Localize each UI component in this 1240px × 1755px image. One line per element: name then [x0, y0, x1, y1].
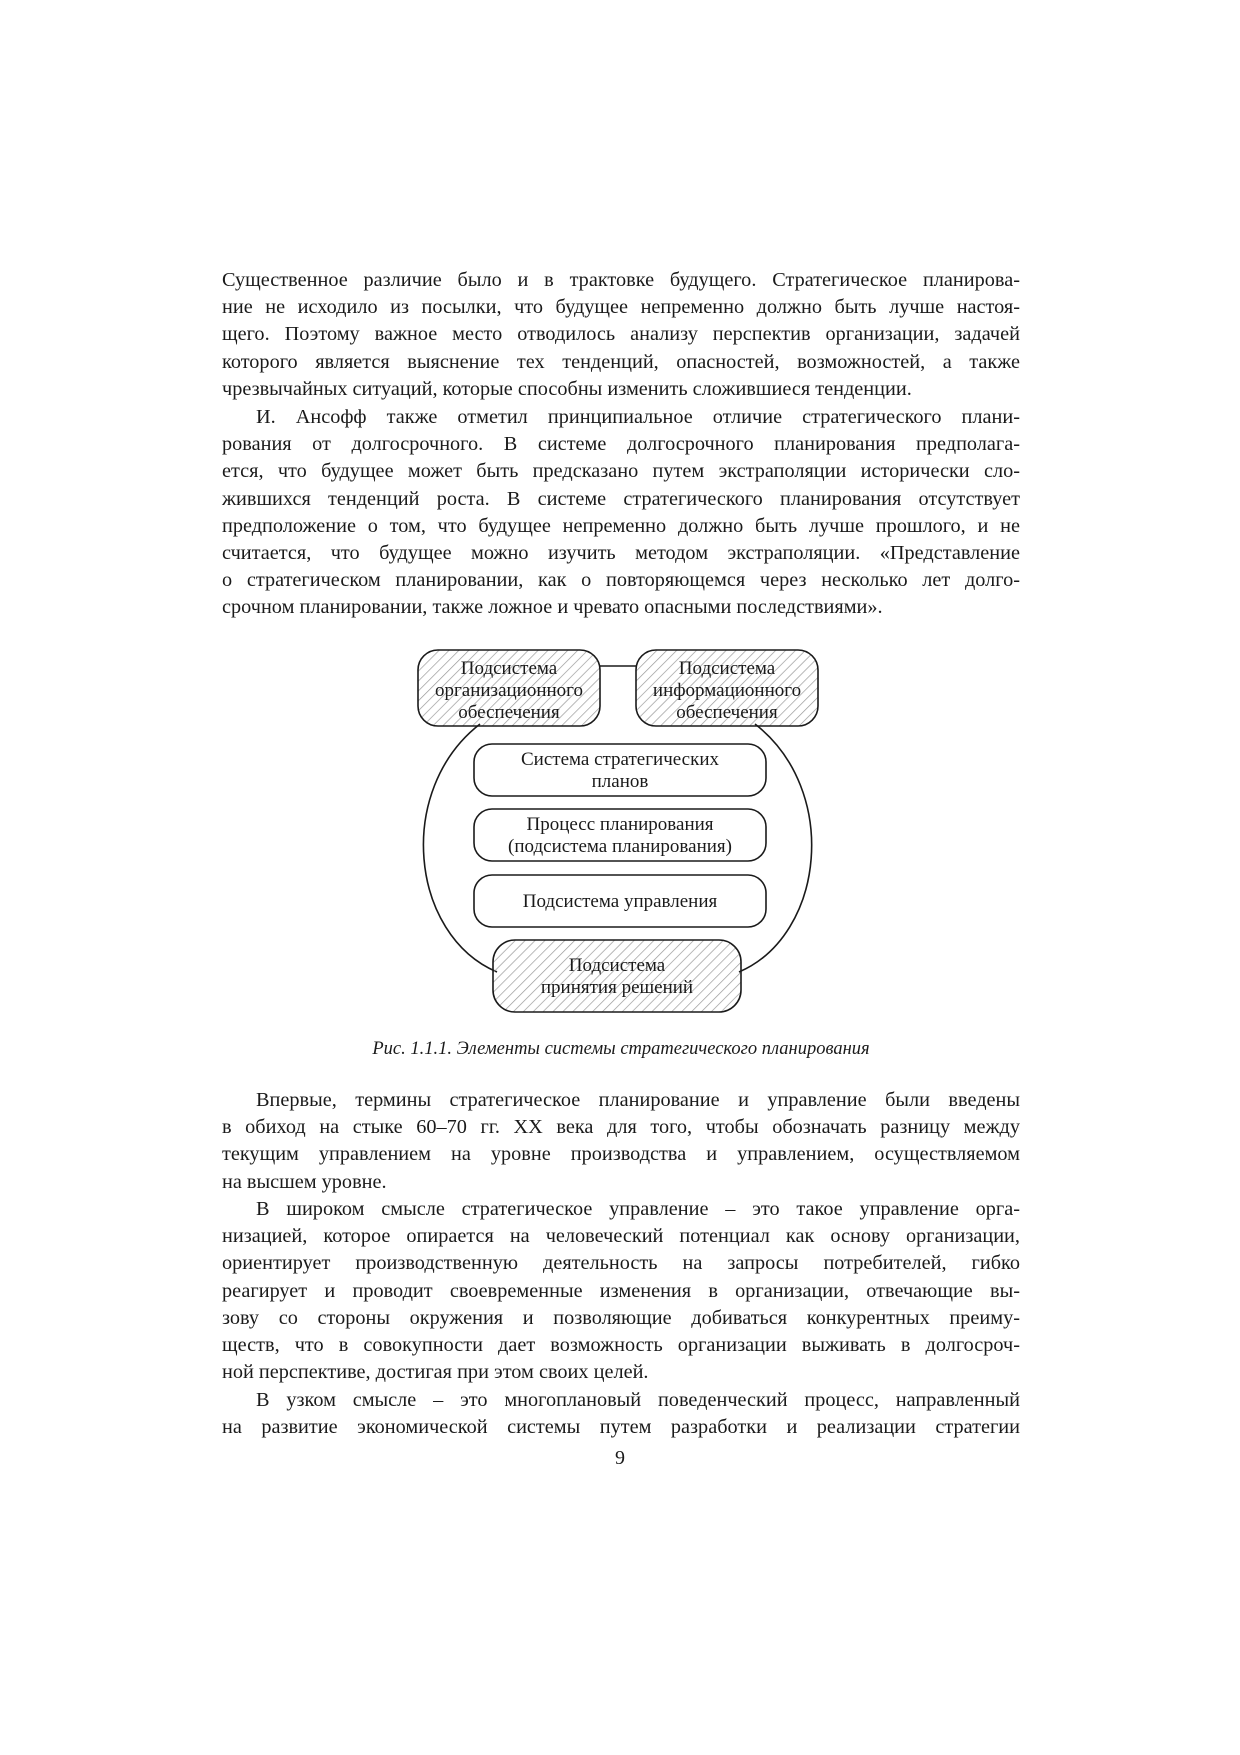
planning-process-box [474, 809, 766, 861]
info-support-line-3: обеспечения [676, 702, 778, 723]
text-line: в обиход на стыке 60–70 гг. XX века для того, чтобы обозначать разницу между [222, 1116, 1020, 1139]
org-support-line-1: Подсистема [460, 658, 558, 679]
text-line: ется, что будущее может быть предсказано путем экстраполяции исторически сло- [222, 460, 1020, 483]
text-line: В широком смысле стратегическое управление – это такое управление орга- [256, 1198, 1020, 1220]
management-line-1: Подсистема управления [522, 891, 718, 912]
strategic-plans-box [474, 744, 766, 796]
text-line: зову со стороны окружения и позволяющие добиваться конкурентных преиму- [222, 1306, 1020, 1329]
text-line: низацией, которое опирается на человеческий потенциал как основу организации, [222, 1225, 1020, 1248]
paragraph-terms-introduction [222, 1087, 1020, 1196]
info-support-line-2: информационного [652, 680, 802, 701]
paragraph-broad-sense [222, 1196, 1020, 1386]
text-line: считается, что будущее можно изучить методом экстраполяции. «Представление [222, 542, 1020, 565]
strategic-plans-line-2: планов [591, 771, 649, 792]
text-line: на развитие экономической системы путем разработки и реализации стратегии [222, 1416, 1020, 1439]
text-line: ние не исходило из посылки, что будущее непременно должно быть лучше настоя- [222, 296, 1020, 319]
paragraph-narrow-sense [222, 1387, 1020, 1441]
text-line: В узком смысле – это многоплановый поведенческий процесс, направленный [256, 1389, 1020, 1411]
text-line: ществ, что в совокупности дает возможность организации выживать в долгосроч- [222, 1334, 1020, 1357]
info-support-box [636, 650, 818, 726]
org-support-line-2: организационного [435, 680, 583, 701]
text-line: текущим управлением на уровне производства и управлением, осуществляемом [222, 1143, 1020, 1166]
text-line: Существенное различие было и в трактовке будущего. Стратегическое планирова- [222, 269, 1020, 291]
text-line: жившихся тенденций роста. В системе стратегического планирования отсутствует [222, 487, 1020, 510]
decision-making-box [493, 940, 741, 1012]
text-line: реагирует и проводит своевременные изменения в организации, отвечающие вы- [222, 1279, 1020, 1302]
text-line: чрезвычайных ситуаций, которые способны изменить сложившиеся тенденции. [222, 377, 912, 400]
figure-caption: Рис. 1.1.1. Элементы системы стратегического планирования [372, 1039, 870, 1059]
info-support-line-1: Подсистема [678, 658, 776, 679]
text-line: которого является выяснение тех тенденций, опасностей, возможностей, а также [222, 350, 1020, 373]
management-box [474, 875, 766, 927]
planning-process-line-1: Процесс планирования [526, 814, 714, 835]
strategic-plans-line-1: Система стратегических [521, 749, 719, 770]
text-line: о стратегическом планировании, как о повторяющемся через несколько лет долго- [222, 569, 1020, 592]
decision-making-line-1: Подсистема [568, 955, 666, 976]
text-line: срочном планировании, также ложное и чревато опасными последствиями». [222, 596, 883, 619]
decision-making-line-2: принятия решений [540, 977, 694, 998]
text-line: И. Ансофф также отметил принципиальное отличие стратегического плани- [256, 406, 1020, 428]
text-line: Впервые, термины стратегическое планирование и управление были введены [256, 1089, 1020, 1111]
text-line: на высшем уровне. [222, 1170, 387, 1193]
org-support-box [418, 650, 600, 726]
text-line: щего. Поэтому важное место отводилось анализу перспектив организации, задачей [222, 323, 1020, 346]
text-line: предположение о том, что будущее непременно должно быть лучше прошлого, и не [222, 514, 1020, 537]
text-line: ной перспективе, достигая при этом своих целей. [222, 1361, 649, 1384]
text-line: рования от долгосрочного. В системе долгосрочного планирования предполага- [222, 433, 1020, 456]
text-line: ориентирует производственную деятельность на запросы потребителей, гибко [222, 1252, 1020, 1275]
org-support-line-3: обеспечения [458, 702, 560, 723]
page-number: 9 [615, 1447, 625, 1469]
planning-process-line-2: (подсистема планирования) [508, 836, 732, 857]
